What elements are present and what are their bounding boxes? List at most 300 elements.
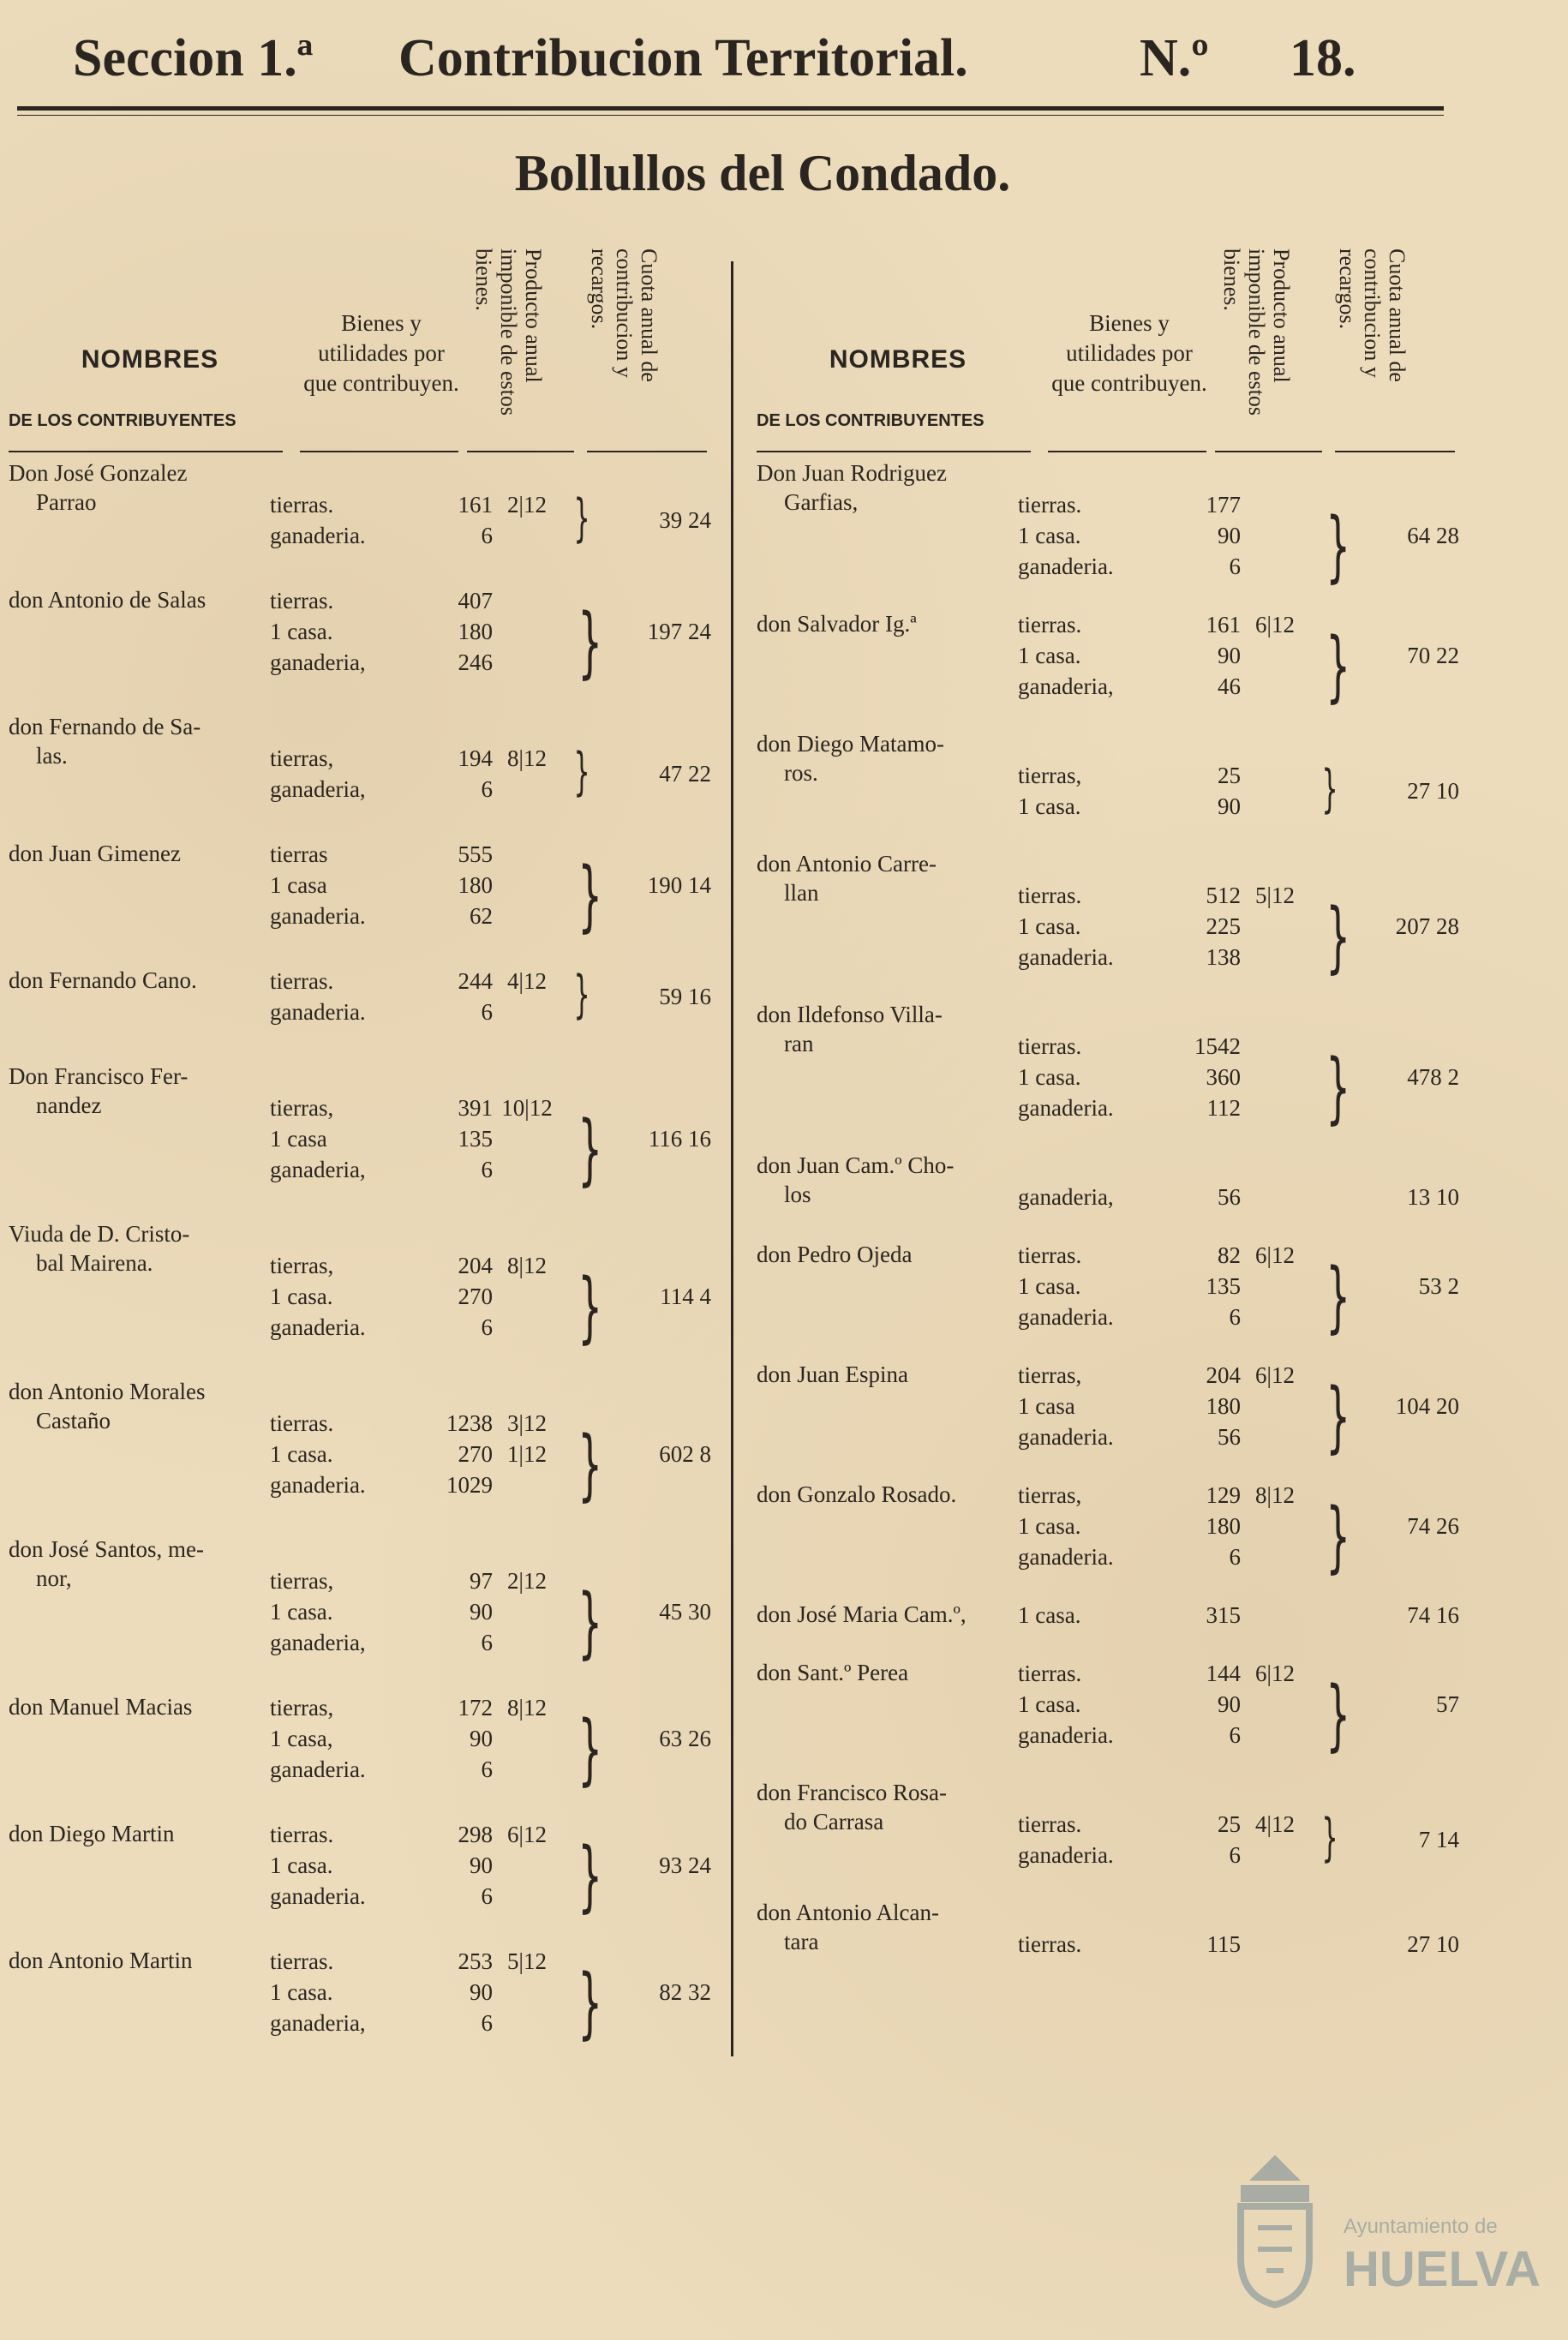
- property-item: [270, 743, 493, 774]
- header-underline: [1048, 451, 1206, 452]
- contributor-name-line: don José Maria Cam.º,: [757, 1601, 967, 1627]
- property-amount: 391: [458, 1095, 493, 1121]
- property-item: [1018, 1809, 1241, 1840]
- header-bienes: Bienes y utilidades por que contribuyen.: [1051, 310, 1207, 396]
- property-list: [1018, 1182, 1241, 1212]
- property-item: [1018, 609, 1241, 640]
- contributor-name: [9, 585, 274, 614]
- header-underline: [300, 451, 458, 452]
- table-row: [757, 1480, 1463, 1600]
- cuota-value: 197 24: [647, 619, 711, 644]
- contributor-name-line: Don Francisco Fer-: [9, 1063, 189, 1089]
- property-amount: 90: [470, 1852, 493, 1878]
- property-list: [270, 1408, 493, 1500]
- property-list: [270, 1946, 493, 2038]
- producto-value: 6|12: [1255, 612, 1295, 637]
- contributor-name: [757, 849, 1022, 907]
- property-list: [1018, 760, 1241, 822]
- property-item: [1018, 1062, 1241, 1092]
- brace-icon: }: [1321, 759, 1338, 819]
- place-heading: Bollullos del Condado.: [514, 145, 1011, 201]
- header-bienes: Bienes y utilidades por que contribuyen.: [303, 310, 459, 396]
- cuota-value: 82 32: [659, 1979, 711, 2005]
- brace-icon: }: [1326, 1492, 1350, 1582]
- property-item: [270, 1723, 493, 1754]
- brace-icon: }: [578, 1104, 602, 1194]
- brace-icon: }: [1326, 1252, 1350, 1342]
- column-header: [757, 248, 1463, 458]
- property-amount: 360: [1206, 1064, 1241, 1090]
- brace-icon: }: [578, 1704, 602, 1794]
- contributor-name: [757, 1600, 1022, 1629]
- table-row: [9, 1219, 724, 1377]
- property-amount: 253: [458, 1948, 493, 1974]
- property-amount: 144: [1206, 1661, 1241, 1686]
- property-item: [270, 1439, 493, 1469]
- table-row: [757, 729, 1463, 849]
- contributor-name-line: don Salvador Ig.ª: [757, 611, 917, 637]
- cuota-value: 93 24: [659, 1852, 711, 1878]
- contributor-name-line: llan: [784, 880, 819, 906]
- property-amount: 225: [1206, 913, 1241, 939]
- property-amount: 6: [1229, 1722, 1241, 1748]
- contributor-name-line: Viuda de D. Cristo-: [9, 1221, 190, 1247]
- contributor-name-line: don Pedro Ojeda: [757, 1242, 913, 1267]
- contributor-name-line: don Antonio de Salas: [9, 587, 206, 613]
- property-item: [1018, 942, 1241, 973]
- property-item: [270, 616, 493, 647]
- property-item: [270, 489, 493, 520]
- property-item: [270, 585, 493, 616]
- left-column: [9, 248, 724, 2082]
- property-item: [270, 870, 493, 901]
- property-label: tierras,: [1018, 1482, 1082, 1508]
- producto-value: 4|12: [1255, 1811, 1295, 1837]
- property-label: ganaderia.: [1018, 1304, 1114, 1330]
- property-item: [1018, 551, 1241, 582]
- property-amount: 6: [1229, 554, 1241, 579]
- property-item: [270, 1123, 493, 1154]
- table-row: [9, 1946, 724, 2073]
- header-contribuyentes: DE LOS CONTRIBUYENTES: [757, 411, 984, 430]
- brace-icon: }: [573, 965, 590, 1025]
- contributor-name: [9, 1692, 274, 1721]
- property-item: [270, 2008, 493, 2038]
- property-amount: 90: [470, 1979, 493, 2005]
- property-amount: 6: [481, 1157, 493, 1182]
- brace-icon: }: [578, 1420, 602, 1510]
- table-row: [757, 1600, 1463, 1658]
- cuota-value: 478 2: [1407, 1064, 1459, 1090]
- property-item: [270, 1408, 493, 1439]
- header-underline: [1215, 451, 1322, 452]
- property-label: ganaderia.: [270, 1883, 366, 1909]
- property-item: [1018, 1600, 1241, 1631]
- property-item: [1018, 1421, 1241, 1452]
- property-amount: 25: [1218, 763, 1241, 788]
- property-list: [270, 1092, 493, 1185]
- property-label: ganaderia.: [270, 1756, 366, 1782]
- number-label: N.º: [1140, 29, 1209, 87]
- property-label: tierras.: [270, 1822, 334, 1847]
- property-label: ganaderia.: [1018, 1842, 1114, 1868]
- header-nombres: NOMBRES: [829, 345, 967, 374]
- property-item: [1018, 489, 1241, 520]
- property-item: [1018, 1720, 1241, 1751]
- property-label: ganaderia.: [1018, 554, 1114, 579]
- brace-icon: }: [573, 742, 590, 802]
- producto-value: 5|12: [1255, 883, 1295, 908]
- property-item: [1018, 1302, 1241, 1332]
- cuota-value: 116 16: [648, 1126, 711, 1152]
- cuota-value: 104 20: [1395, 1393, 1459, 1419]
- contributor-name: [757, 1151, 1022, 1209]
- property-amount: 97: [470, 1568, 493, 1594]
- contributor-name: [9, 712, 274, 770]
- property-list: [1018, 880, 1241, 973]
- contributor-name-line: don Sant.º Perea: [757, 1660, 909, 1685]
- property-label: ganaderia,: [270, 1157, 366, 1182]
- column-header: [9, 248, 724, 458]
- header-underline: [1335, 451, 1455, 452]
- archive-seal: [1206, 2146, 1541, 2318]
- property-item: [1018, 1240, 1241, 1271]
- property-item: [1018, 1092, 1241, 1123]
- property-amount: 90: [470, 1726, 493, 1751]
- table-row: [9, 1535, 724, 1692]
- header-contribuyentes: DE LOS CONTRIBUYENTES: [9, 411, 236, 430]
- contributor-name: [757, 1000, 1022, 1058]
- header-producto: Producto anual imponible de estos bienes.: [471, 248, 546, 416]
- contributor-name-line: don José Santos, me-: [9, 1536, 204, 1562]
- property-list: [270, 1250, 493, 1343]
- property-item: [270, 774, 493, 805]
- property-list: [1018, 489, 1241, 582]
- property-item: [1018, 1511, 1241, 1541]
- property-label: 1 casa.: [1018, 793, 1081, 819]
- property-item: [270, 1819, 493, 1850]
- property-item: [270, 1977, 493, 2008]
- table-row: [757, 1360, 1463, 1480]
- cuota-value: 27 10: [1407, 778, 1459, 804]
- contributor-name-line: Don Juan Rodriguez: [757, 460, 947, 486]
- contributor-name: [9, 1946, 274, 1975]
- table-row: [757, 1898, 1463, 1987]
- property-label: ganaderia,: [270, 776, 366, 802]
- property-label: tierras,: [270, 1695, 334, 1721]
- brace-icon: }: [578, 851, 602, 941]
- property-amount: 90: [470, 1599, 493, 1625]
- property-list: [1018, 1480, 1241, 1572]
- contributor-name: [9, 1377, 274, 1435]
- header-cuota: Cuota anual de contribucion y recargos.: [587, 248, 661, 382]
- contributor-name-line: don Ildefonso Villa-: [757, 1002, 943, 1027]
- contributor-name-line: Castaño: [36, 1408, 111, 1433]
- property-label: ganaderia.: [1018, 1424, 1114, 1450]
- property-label: tierras.: [1018, 1033, 1082, 1059]
- property-label: tierras,: [270, 1568, 334, 1594]
- cuota-value: 70 22: [1407, 643, 1459, 668]
- producto-value: 2|12: [507, 1568, 547, 1594]
- property-amount: 1238: [446, 1410, 493, 1436]
- property-item: [1018, 1360, 1241, 1391]
- brace-icon: }: [578, 1831, 602, 1921]
- property-amount: 180: [458, 872, 493, 898]
- brace-icon: }: [578, 597, 602, 687]
- header-underline: [757, 451, 1031, 452]
- brace-icon: }: [1326, 501, 1350, 591]
- property-label: 1 casa.: [270, 1284, 333, 1309]
- property-amount: 135: [1206, 1273, 1241, 1299]
- property-label: ganaderia,: [1018, 673, 1114, 699]
- cuota-value: 114 4: [660, 1284, 711, 1309]
- table-row: [757, 849, 1463, 1000]
- cuota-value: 59 16: [659, 984, 711, 1009]
- property-amount: 246: [458, 649, 493, 675]
- property-label: 1 casa.: [270, 1599, 333, 1625]
- brace-icon: }: [1326, 1372, 1350, 1462]
- property-label: ganaderia,: [270, 2010, 366, 2036]
- property-list: [1018, 1031, 1241, 1123]
- brace-icon: }: [1326, 892, 1350, 982]
- property-item: [270, 901, 493, 931]
- property-label: tierras.: [1018, 492, 1082, 518]
- producto-value: 8|12: [507, 745, 547, 771]
- property-label: 1 casa.: [1018, 1691, 1081, 1717]
- contributor-name-line: ros.: [784, 760, 818, 786]
- contributor-name-line: Garfias,: [784, 489, 859, 515]
- property-item: [1018, 1391, 1241, 1421]
- table-row: [757, 1000, 1463, 1151]
- property-item: [270, 1692, 493, 1723]
- property-amount: 180: [1206, 1393, 1241, 1419]
- table-row: [9, 966, 724, 1062]
- property-item: [270, 647, 493, 678]
- property-amount: 1542: [1194, 1033, 1241, 1059]
- producto-value: 3|12: [507, 1410, 547, 1436]
- property-amount: 56: [1218, 1184, 1241, 1210]
- property-label: tierras,: [270, 1095, 334, 1121]
- property-amount: 6: [1229, 1304, 1241, 1330]
- cuota-value: 190 14: [647, 872, 711, 898]
- property-amount: 6: [481, 1314, 493, 1340]
- contributor-name-line: don Francisco Rosa-: [757, 1780, 947, 1805]
- property-label: ganaderia.: [270, 523, 366, 548]
- cuota-value: 63 26: [659, 1726, 711, 1751]
- property-item: [270, 1881, 493, 1912]
- producto-value: 8|12: [507, 1253, 547, 1278]
- cuota-value: 7 14: [1418, 1827, 1459, 1852]
- property-label: tierras,: [1018, 763, 1082, 788]
- property-item: [1018, 760, 1241, 791]
- property-amount: 6: [481, 1883, 493, 1909]
- property-label: tierras.: [1018, 612, 1082, 637]
- property-item: [1018, 1271, 1241, 1302]
- contributor-name: [757, 1898, 1022, 1956]
- contributor-name: [757, 1480, 1022, 1509]
- producto-value: 6|12: [1255, 1661, 1295, 1686]
- property-list: [270, 1819, 493, 1912]
- property-amount: 172: [458, 1695, 493, 1721]
- property-list: [270, 1565, 493, 1658]
- property-label: ganaderia,: [1018, 1184, 1114, 1210]
- contributor-name-line: Parrao: [36, 489, 97, 515]
- contributor-name-line: don Gonzalo Rosado.: [757, 1481, 957, 1507]
- property-amount: 194: [458, 745, 493, 771]
- property-amount: 270: [458, 1284, 493, 1309]
- contributor-name-line: don Juan Cam.º Cho-: [757, 1152, 955, 1178]
- property-label: tierras,: [1018, 1362, 1082, 1388]
- table-row: [9, 1819, 724, 1946]
- property-list: [270, 743, 493, 805]
- property-label: ganaderia.: [270, 999, 366, 1025]
- property-label: tierras.: [270, 1410, 334, 1436]
- property-label: 1 casa.: [270, 1441, 333, 1467]
- cuota-value: 13 10: [1407, 1184, 1459, 1210]
- page-title: Contribucion Territorial.: [398, 29, 968, 87]
- property-item: [270, 1850, 493, 1881]
- contributor-name: [9, 458, 274, 517]
- property-item: [270, 1565, 493, 1596]
- property-item: [1018, 1929, 1241, 1960]
- contributor-name-line: nandez: [36, 1092, 102, 1118]
- header-cuota: Cuota anual de contribucion y recargos.: [1335, 248, 1409, 382]
- cuota-value: 47 22: [659, 761, 711, 787]
- property-label: 1 casa.: [270, 619, 333, 644]
- table-row: [757, 1778, 1463, 1898]
- property-item: [1018, 1541, 1241, 1572]
- property-item: [1018, 1182, 1241, 1212]
- property-label: tierras,: [270, 745, 334, 771]
- property-item: [1018, 791, 1241, 822]
- contributor-name-line: don Fernando Cano.: [9, 967, 197, 993]
- table-row: [757, 458, 1463, 609]
- property-amount: 6: [481, 999, 493, 1025]
- property-amount: 46: [1218, 673, 1241, 699]
- property-amount: 138: [1206, 944, 1241, 970]
- property-amount: 6: [481, 523, 493, 548]
- property-amount: 6: [1229, 1842, 1241, 1868]
- header-rule: [17, 106, 1444, 111]
- property-label: 1 casa.: [1018, 913, 1081, 939]
- contributor-name-line: do Carrasa: [784, 1809, 884, 1834]
- property-amount: 244: [458, 968, 493, 994]
- contributor-name: [9, 1062, 274, 1120]
- cuota-value: 207 28: [1395, 913, 1459, 939]
- crest-icon: [1224, 2146, 1326, 2309]
- property-list: [270, 489, 493, 551]
- property-item: [1018, 1658, 1241, 1689]
- table-row: [757, 1151, 1463, 1240]
- property-label: tierras.: [1018, 1811, 1082, 1837]
- page-header: [0, 24, 1568, 93]
- property-amount: 6: [1229, 1544, 1241, 1570]
- contributor-name-line: ran: [784, 1031, 814, 1056]
- property-label: ganaderia,: [270, 1630, 366, 1655]
- right-entries: [757, 458, 1463, 1987]
- contributor-name: [757, 1658, 1022, 1687]
- property-item: [1018, 1689, 1241, 1720]
- cuota-value: 45 30: [659, 1599, 711, 1625]
- producto-value: 6|12: [1255, 1242, 1295, 1268]
- table-row: [9, 712, 724, 839]
- left-entries: [9, 458, 724, 2073]
- property-label: tierras.: [270, 588, 334, 613]
- property-amount: 90: [1218, 793, 1241, 819]
- property-amount: 62: [470, 903, 493, 929]
- producto-value: 4|12: [507, 968, 547, 994]
- property-amount: 204: [458, 1253, 493, 1278]
- table-row: [757, 1658, 1463, 1778]
- brace-icon: }: [1326, 1043, 1350, 1133]
- property-label: 1 casa: [270, 1126, 327, 1152]
- header-underline: [467, 451, 574, 452]
- property-list: [270, 1692, 493, 1785]
- contributor-name-line: nor,: [36, 1565, 72, 1591]
- producto-value: 8|12: [1255, 1482, 1295, 1508]
- contributor-name-line: don Antonio Carre-: [757, 851, 937, 877]
- contributor-name: [9, 1535, 274, 1593]
- contributor-name: [757, 1778, 1022, 1836]
- brace-icon: }: [573, 488, 590, 548]
- property-list: [1018, 1929, 1241, 1960]
- contributor-name-line: las.: [36, 743, 68, 769]
- cuota-value: 74 26: [1407, 1513, 1459, 1539]
- contributor-name: [9, 966, 274, 995]
- property-amount: 90: [1218, 643, 1241, 668]
- property-amount: 129: [1206, 1482, 1241, 1508]
- property-label: ganaderia.: [270, 1472, 366, 1498]
- property-label: 1 casa,: [270, 1726, 333, 1751]
- brace-icon: }: [1326, 621, 1350, 711]
- brace-icon: }: [1326, 1670, 1350, 1760]
- property-label: tierras.: [1018, 1931, 1082, 1957]
- property-item: [270, 1312, 493, 1343]
- property-item: [270, 1281, 493, 1312]
- table-row: [9, 1692, 724, 1819]
- property-label: ganaderia.: [1018, 944, 1114, 970]
- property-amount: 180: [1206, 1513, 1241, 1539]
- property-label: tierras,: [270, 1253, 334, 1278]
- property-label: tierras.: [1018, 883, 1082, 908]
- brace-icon: }: [578, 1577, 602, 1667]
- property-label: tierras.: [1018, 1661, 1082, 1686]
- property-label: 1 casa.: [1018, 1513, 1081, 1539]
- property-item: [1018, 671, 1241, 702]
- contributor-name-line: don Juan Espina: [757, 1362, 908, 1387]
- property-list: [270, 966, 493, 1027]
- column-divider: [731, 261, 733, 2056]
- cuota-value: 57: [1436, 1691, 1459, 1717]
- property-label: 1 casa.: [1018, 1273, 1081, 1299]
- cuota-value: 64 28: [1407, 523, 1459, 548]
- table-row: [9, 458, 724, 585]
- property-item: [270, 1092, 493, 1123]
- table-row: [757, 609, 1463, 729]
- contributor-name-line: don Antonio Alcan-: [757, 1900, 939, 1925]
- property-item: [270, 1627, 493, 1658]
- contributor-name-line: don Juan Gimenez: [9, 841, 181, 866]
- property-item: [1018, 520, 1241, 551]
- property-label: tierras.: [270, 1948, 334, 1974]
- table-row: [9, 1377, 724, 1535]
- table-row: [9, 1062, 724, 1219]
- property-item: [270, 966, 493, 996]
- property-amount: 298: [458, 1822, 493, 1847]
- contributor-name-line: bal Mairena.: [36, 1250, 153, 1276]
- contributor-name: [9, 1219, 274, 1278]
- property-item: [1018, 911, 1241, 942]
